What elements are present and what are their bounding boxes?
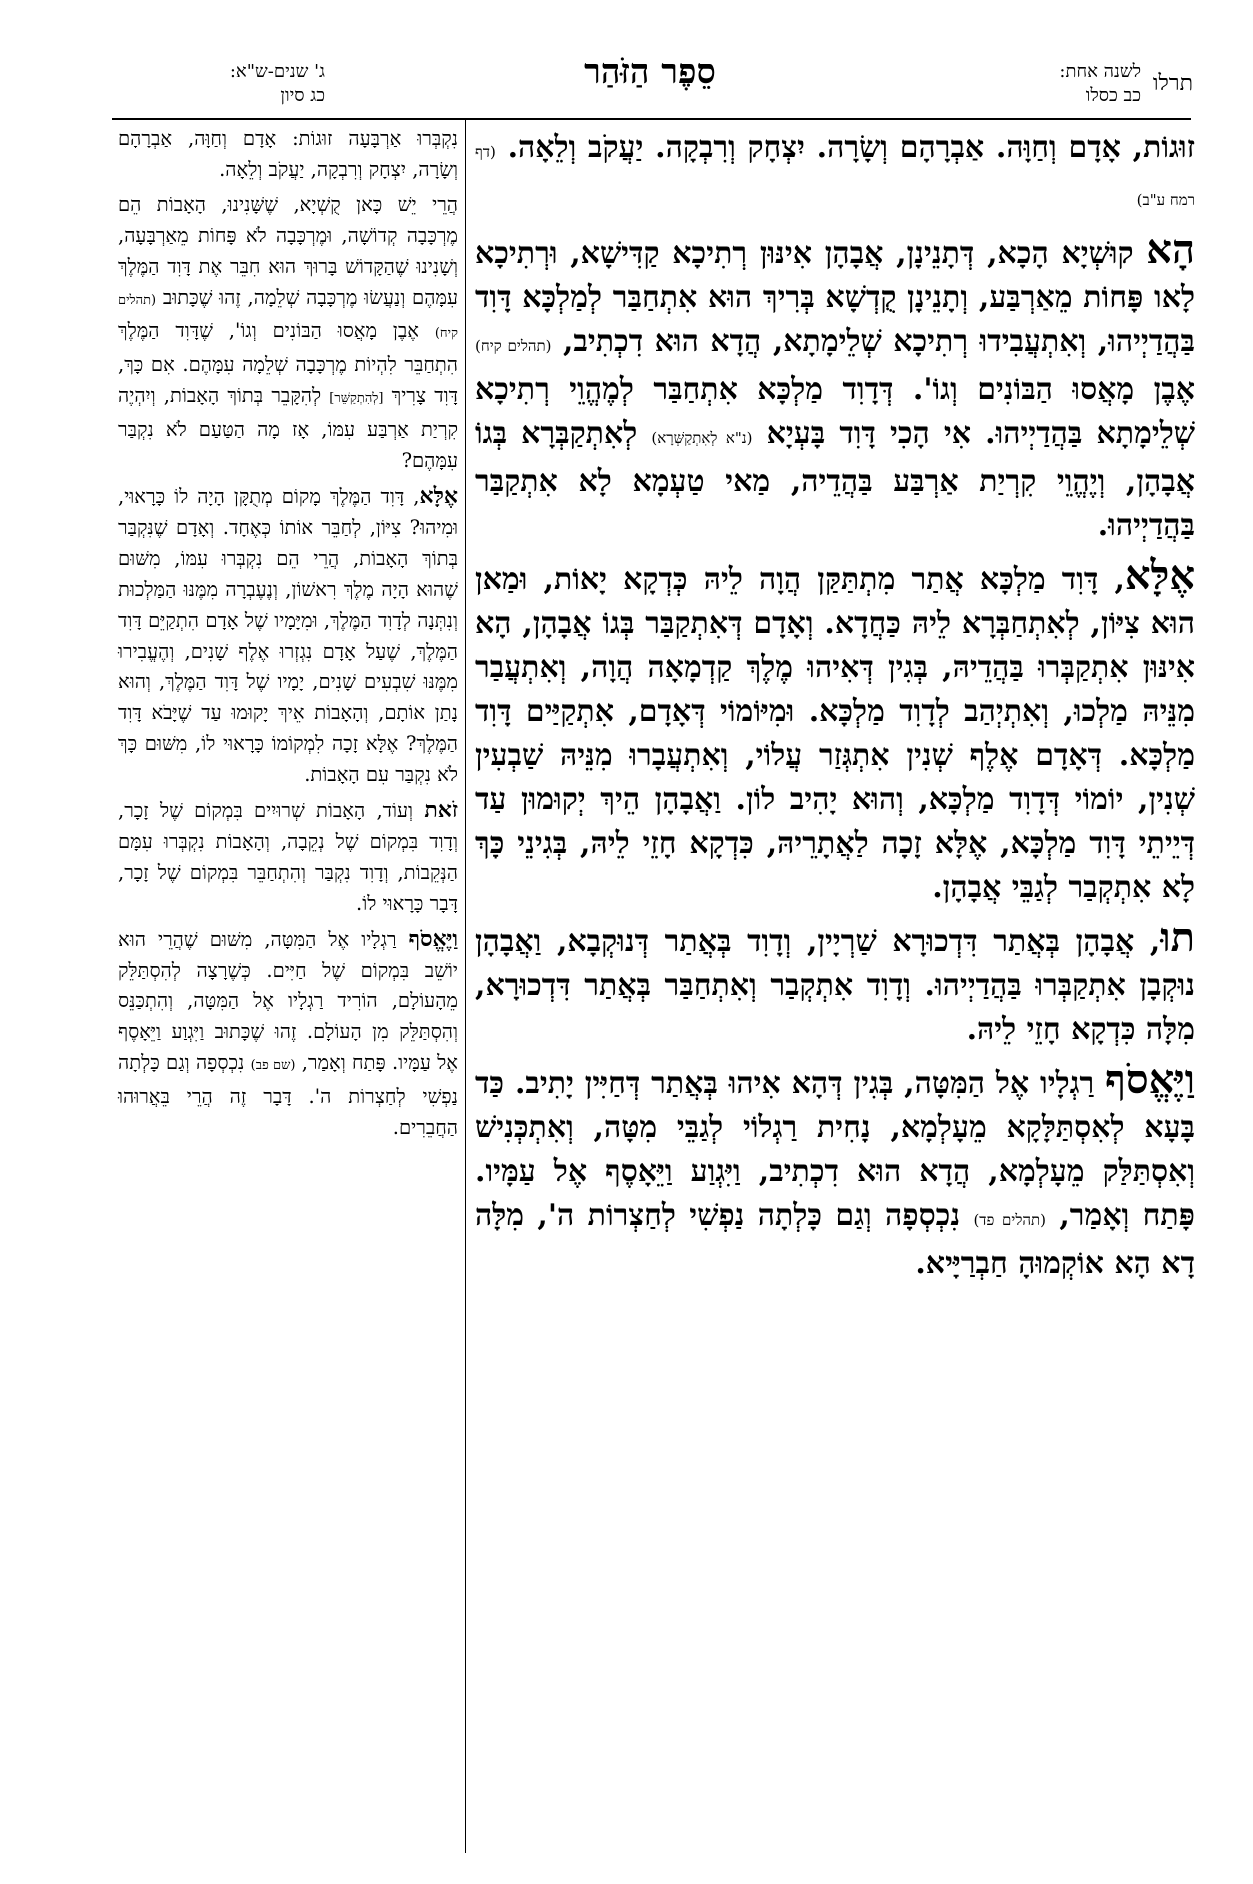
- main-paragraph-2: [475, 228, 1195, 548]
- translation-column: [118, 124, 458, 1148]
- verse-reference: (תהלים קיח): [475, 337, 552, 355]
- main-paragraph-3: [475, 554, 1195, 910]
- main-paragraph-1-text: זוּגוֹת, אָדָם וְחַוָּה. אַבְרָהָם וְשָׂרָה. יִצְחָק וְרִבְקָה. יַעֲקֹב וְלֵאָה.: [507, 130, 1195, 165]
- header-rule: [112, 118, 1191, 120]
- side-paragraph-3: [118, 481, 458, 791]
- main-paragraph-5-text-b: נִכְסְפָה וְגַם כָּלְתָה נַפְשִׁי לְחַצְרוֹת ה', מִלָּה דָא הָא אוֹקְמוּהָ חַבְרַיָּיא.: [475, 1198, 1195, 1281]
- schedule-one-year-label: לשנה אחת:: [1059, 61, 1141, 82]
- main-paragraph-2-text-b: אֶבֶן מָאֲסוּ הַבּוֹנִים וְגוֹ'. דְּדָוִד מַלְכָּא אִתְחַבַּר לְמֶהֱוֵי רְתִיכָא שְׁלֵימָתָא בַּהֲדַיְיהוּ. אִי הָכִי דָּוִד בָּעְיָא: [475, 372, 1195, 451]
- side-paragraph-4: [118, 795, 458, 920]
- variant-reading: (נ"א לְאִתְקַשְּׁרָא): [651, 429, 753, 447]
- side-paragraph-4-text: וְעוֹד, הָאָבוֹת שְׁרוּיִים בִּמְקוֹם שֶׁל זָכָר, וְדָוִד בִּמְקוֹם שֶׁל נְקֵבָה, וְהָאָבוֹת נִקְבְּרוּ עִמָּם הַנְּקֵבוֹת, וְדָוִד נִקְבַּר וְהִתְחַבֵּר בִּמְקוֹם שֶׁל זָכָר, דָּבָר כָּרָאוּי לוֹ.: [118, 799, 458, 915]
- side-paragraph-3-lead-word: אֶלָּא: [419, 482, 458, 509]
- main-paragraph-3-lead-word: אֶלָּא: [1124, 552, 1195, 599]
- schedule-one-year-date: כב כסלו: [1085, 85, 1141, 106]
- header-left-labels: [125, 60, 325, 108]
- main-paragraph-1: [475, 126, 1195, 222]
- schedule-three-year-date: כג סיון: [280, 85, 325, 106]
- main-paragraph-4: [475, 916, 1195, 1052]
- main-paragraph-2-text-a: קוּשְׁיָא הָכָא, דְּתָנֵינָן, אֲבָהָן אִינּוּן רְתִיכָא קַדִּישָׁא, וּרְתִיכָא לָאו פָּחוֹת מֵאַרְבַּע, וְתָנֵינָן קֻדְשָׁא בְּרִיךְ הוּא אִתְחַבַּר לְמַלְכָּא דָּוִד בַּהֲדַיְיהוּ, וְאִתְעֲבִידוּ רְתִיכָא שְׁלֵימָתָא, הֲדָא הוּא דִכְתִיב,: [475, 236, 1195, 359]
- side-paragraph-2-text-a: הֲרֵי יֵשׁ כָּאן קֻשְׁיָא, שֶׁשָּׁנִינוּ, הָאָבוֹת הֵם מֶרְכָּבָה קְדוֹשָׁה, וּמֶרְכָּבָה לֹא פָּחוֹת מֵאַרְבָּעָה, וְשָׁנִינוּ שֶׁהַקָּדוֹשׁ בָּרוּךְ הוּא חִבֵּר אֶת דָּוִד הַמֶּלֶךְ עִמָּהֶם וְנַעֲשׂוּ מֶרְכָּבָה שְׁלֵמָה, זֶהוּ שֶׁכָּתוּב: [118, 192, 459, 309]
- side-paragraph-3-text: , דָּוִד הַמֶּלֶךְ מָקוֹם מְתֻקָּן הָיָה לוֹ כָּרָאוּי, וּמִיהוּ? צִיּוֹן, לְחַבֵּר אוֹתוֹ כְּאֶחָד. וְאָדָם שֶׁנִּקְבַּר בְּתוֹךְ הָאָבוֹת, הֲרֵי הֵם נִקְבְּרוּ עִמּוֹ, מִשּׁוּם שֶׁהוּא הָיָה מֶלֶךְ רִאשׁוֹן, וְנֶעֶבְרָה מִמֶּנּוּ הַמַּלְכוּת וְנִתְּנָה לְדָוִד הַמֶּלֶךְ, וּמִיָּמָיו שֶׁל אָדָם הִתְקַיֵּם דָּוִד הַמֶּלֶךְ, שֶׁעַל אָדָם נִגְזְרוּ אֶלֶף שָׁנִים, וְהֶעֱבִירוּ מִמֶּנּוּ שִׁבְעִים שָׁנִים, יָמָיו שֶׁל דָּוִד הַמֶּלֶךְ, וְהוּא נָתַן אוֹתָם, וְהָאָבוֹת אֵיךְ יָקוּמוּ עַד שֶׁיָּבֹא דָּוִד הַמֶּלֶךְ? אֶלָּא זָכָה לִמְקוֹמוֹ כָּרָאוּי לוֹ, מִשּׁוּם כָּךְ לֹא נִקְבַּר עִם הָאָבוֹת.: [118, 484, 458, 787]
- column-divider: [465, 118, 466, 1853]
- side-paragraph-5-text-a: רַגְלָיו אֶל הַמִּטָּה, מִשּׁוּם שֶׁהֲרֵי הוּא יוֹשֵׁב בִּמְקוֹם שֶׁל חַיִּים. כְּשֶׁרָצָה לְהִסְתַּלֵּק מֵהָעוֹלָם, הוֹרִיד רַגְלָיו אֶל הַמִּטָּה, וְהִתְכַּנֵּס וְהִסְתַּלֵּק מִן הָעוֹלָם. זֶהוּ שֶׁכָּתוּב וַיִּגְוַע וַיֵּאָסֶף אֶל עַמָּיו. פָּתַח וְאָמַר,: [118, 927, 458, 1075]
- side-paragraph-2-text-b: אֶבֶן מָאֲסוּ הַבּוֹנִים וְגוֹ', שֶׁדָּוִד הַמֶּלֶךְ הִתְחַבֵּר לִהְיוֹת מֶרְכָּבָה שְׁלֵמָה עִמָּהֶם. אִם כָּךְ, דָּוִד צָרִיךְ: [118, 319, 458, 408]
- side-paragraph-5-text-b: נִכְסְפָה וְגַם כָּלְתָה נַפְשִׁי לְחַצְרוֹת ה'. דָּבָר זֶה הֲרֵי בֵּאֲרוּהוּ הַחֲבֵרִים.: [118, 1051, 458, 1140]
- verse-reference: (תהלים קיח): [118, 292, 458, 342]
- main-paragraph-3-text: , דָּוִד מַלְכָּא אֲתַר מִתְתַּקַּן הֲוָה לֵיהּ כְּדְקָא יָאוֹת, וּמַאן הוּא צִיּוֹן, לְאִתְחַבְּרָא לֵיהּ כַּחֲדָא. וְאָדָם דְּאִתְקַבַּר בְּגוֹ אֲבָהָן, הָא אִינּוּן אִתְקַבְּרוּ בַּהֲדֵיהּ, בְּגִין דְּאִיהוּ מֶלֶךְ קַדְמָאָה הֲוָה, וְאִתְעֲבַר מִנֵּיהּ מַלְכוּ, וְאִתְיְהַב לְדָוִד מַלְכָּא. וּמִיּוֹמוֹי דְּאָדָם, אִתְקַיַּים דָּוִד מַלְכָּא. דְּאָדָם אֶלֶף שְׁנִין אִתְגְּזַר עֲלוֹי, וְאִתְעֲבָרוּ מִנֵּיהּ שַׁבְעִין שְׁנִין, יוֹמוֹי דְּדָוִד מַלְכָּא, וְהוּא יָהִיב לוֹן. וַאֲבָהָן הֵיךְ יְקוּמוּן עַד דְּיֵיתֵי דָּוִד מַלְכָּא, אֶלָּא זָכָה לַאֲתָרֵיהּ, כִּדְקָא חָזֵי לֵיהּ, בְּגִינֵי כָּךְ לָא אִתְקְבַר לְגַבֵּי אֲבָהָן.: [475, 562, 1195, 905]
- main-text-column: [475, 126, 1195, 1292]
- main-paragraph-2-text-c: לְאִתְקַבְּרָא בְּגוֹ אֲבָהָן, וְיֶהֱוֵי קִרְיַת אַרְבַּע בַּהֲדֵיה, מַאי טַעְמָא לָא אִתְקַבַּר בַּהֲדַיְיהוּ.: [475, 416, 1195, 543]
- schedule-three-year-label: ג' שנים-ש"א:: [229, 61, 325, 82]
- header-right-labels: [941, 60, 1141, 108]
- page-number: תרלו: [1152, 71, 1193, 96]
- main-paragraph-5-lead-word: וַיֶּאֱסֹף: [1105, 1056, 1195, 1103]
- side-paragraph-2: [118, 190, 458, 477]
- page-reference: (דף רמח ע"ב): [475, 143, 1195, 209]
- verse-reference: (תהלים פד): [973, 1211, 1046, 1229]
- book-title: סֵפֶר הַזֹּהַר: [584, 52, 716, 92]
- side-paragraph-5-lead-word: וַיֶּאֱסֹף: [408, 925, 458, 952]
- side-paragraph-4-lead-word: זֹאת: [424, 797, 458, 824]
- main-paragraph-4-lead-word: תוּ: [1160, 914, 1195, 961]
- main-paragraph-5-text-a: רַגְלָיו אֶל הַמִּטָּה, בְּגִין דְּהָא אִיהוּ בְּאֲתַר דְּחַיִּין יָתִיב. כַּד בָּעָא לְאִסְתַּלָּקָא מֵעָלְמָא, נָחִית רַגְלוֹי לְגַבֵּי מִטָּה, וְאִתְכְּנִישׁ וְאִסְתַּלַּק מֵעָלְמָא, הֲדָא הוּא דִכְתִיב, וַיִּגְוַע וַיֵּאָסֶף אֶל עַמָּיו. פָּתַח וְאָמַר,: [475, 1066, 1195, 1233]
- side-paragraph-2-text-c: לְהִקָּבֵר בְּתוֹךְ הָאָבוֹת, וְיִהְיֶה קִרְיַת אַרְבַּע עִמּוֹ, אָז מָה הַטַּעַם לֹא נִקְבַּר עִמָּהֶם?: [118, 384, 458, 473]
- verse-reference: (שם פב): [250, 1058, 296, 1074]
- main-paragraph-2-lead-word: הָא: [1146, 226, 1195, 273]
- main-paragraph-4-text: , אֲבָהָן בְּאֲתַר דִּדְכוּרָא שַׁרְיָין, וְדָוִד בְּאֲתַר דְּנוּקְבָא, וַאֲבָהָן נוּקְבָן אִתְקַבְּרוּ בַּהֲדַיְיהוּ. וְדָוִד אִתְקְבַר וְאִתְחַבַּר בְּאֲתַר דִּדְכוּרָא, מִלָּה כִּדְקָא חָזֵי לֵיהּ.: [475, 924, 1195, 1047]
- side-paragraph-1: נִקְבְּרוּ אַרְבָּעָה זוּגוֹת: אָדָם וְחַוָּה, אַבְרָהָם וְשָׂרָה, יִצְחָק וְרִבְקָה, יַעֲקֹב וְלֵאָה.: [118, 127, 458, 181]
- main-paragraph-5: [475, 1058, 1195, 1286]
- variant-reading: [לְהִתְקַשֵּׁר]: [329, 391, 384, 407]
- side-paragraph-5: [118, 924, 458, 1144]
